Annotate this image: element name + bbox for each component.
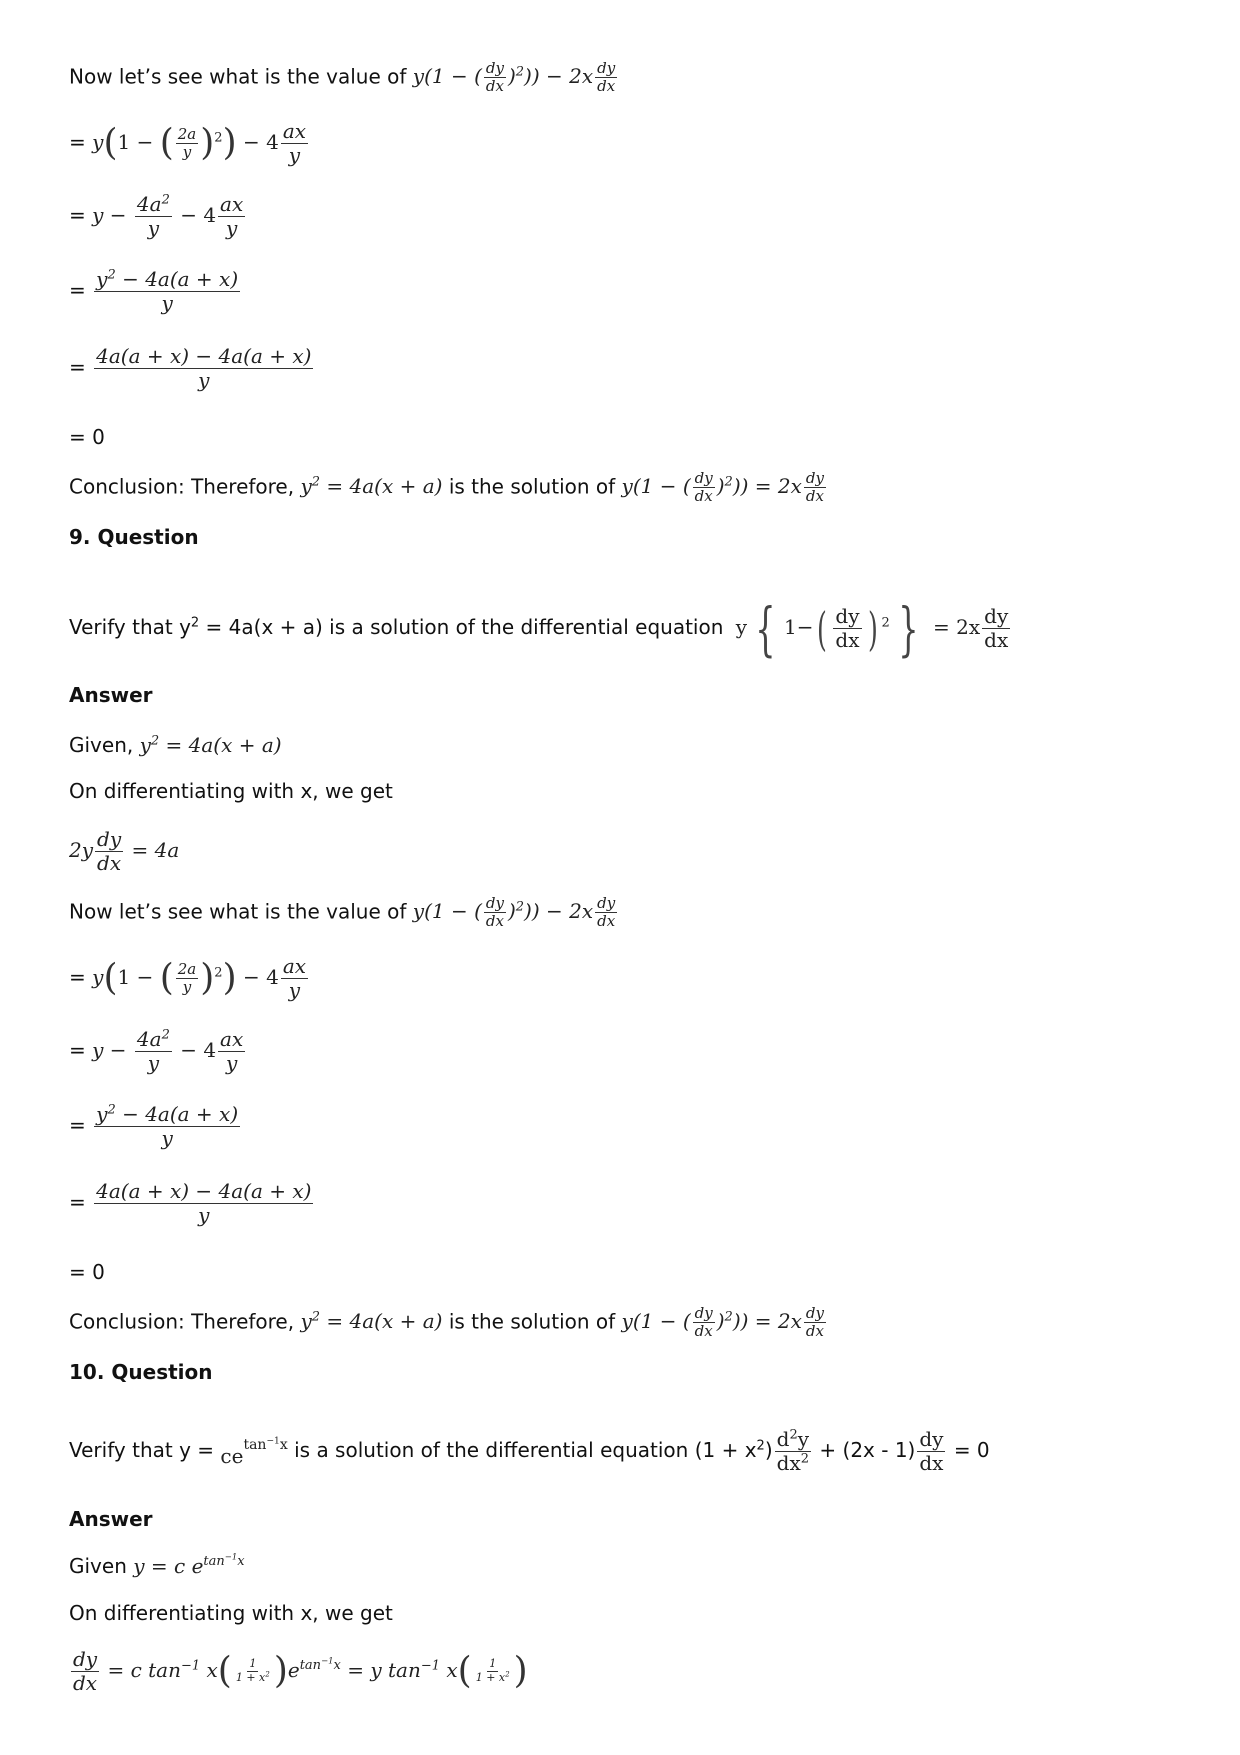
intro-line-2: Now let’s see what is the value of y(1 − ( $\frac{dy}{dx}$ )$^2$)) − 2x $\frac{dy}{dx}$ xyxy=(69,894,616,931)
q10-heading: 10. Question xyxy=(69,1360,213,1384)
conclusion-line-1: Conclusion: Therefore, $y^2 = 4a(x + a)$ is the solution of y(1 − ( $\frac{dy}{dx}$ )$^2$)) = 2x $\frac{dy}{dx}$ xyxy=(69,469,824,506)
q9-step-1: = y(1 − ( $\frac{2a}{y}$ )$^2$) − 4 $\frac{ax}{y}$ xyxy=(69,954,307,1002)
conclusion-text: Conclusion: Therefore, xyxy=(69,474,295,499)
step-3: = $\frac{y^2 - 4a(a + x)}{y}$ xyxy=(69,267,239,315)
expression: y(1 − ( $\frac{dy}{dx}$ )$^2$)) − 2x $\frac{dy}{dx}$ xyxy=(412,59,616,96)
q9-verify-line: Verify that $y^2 = 4a(x + a)$ is a solution of the differential equation y { 1−( $\frac{dy}{dx}$ ) $^2$ } = 2x $\frac{dy}{dx}$ xyxy=(69,594,1009,663)
q10-verify-line: Verify that $y = ce^{tan^{-1}x}$ is a solution of the differential equation $(1 + x^2)$ $\frac{d^2y}{dx^2}$ + (2x - 1) $\frac{dy}{dx}$ = 0 xyxy=(69,1427,990,1475)
step-final: = 0 xyxy=(69,425,105,449)
q10-diff-text: On differentiating with x, we get xyxy=(69,1601,393,1625)
step-1: = y(1 − ( $\frac{2a}{y}$ )$^2$) − 4 $\frac{ax}{y}$ xyxy=(69,119,307,167)
intro-line-1 xyxy=(69,60,619,96)
step-4: = $\frac{4a(a + x) - 4a(a + x)}{y}$ xyxy=(69,344,312,392)
q10-derivative: $\frac{dy}{dx}$ = c $\tan^{-1} x$( $\frac{1}{1 + x^2}$ )$e^{tan^{-1}x} = y$ $\tan^{-1} x$( $\frac{1}{1 + x^2}$ ) xyxy=(73,1647,528,1695)
q9-given-line: Given, $y^2 = 4a(x + a)$ xyxy=(69,733,282,757)
q9-step-4: = $\frac{4a(a + x) - 4a(a + x)}{y}$ xyxy=(69,1179,312,1227)
step-2: = y − $\frac{4a^2}{y}$ − 4 $\frac{ax}{y}$ xyxy=(69,192,244,240)
conclusion-mid: is the solution of xyxy=(448,474,616,499)
q10-answer-label: Answer xyxy=(69,1507,153,1531)
q9-step-2: = y − $\frac{4a^2}{y}$ − 4 $\frac{ax}{y}$ xyxy=(69,1027,244,1075)
q9-step-3: = $\frac{y^2 - 4a(a + x)}{y}$ xyxy=(69,1102,239,1150)
q9-step-final: = 0 xyxy=(69,1260,105,1284)
q10-given-line: Given y = c $e^{tan^{-1}x}$ xyxy=(69,1552,245,1578)
intro-text: Now let’s see what is the value of xyxy=(69,64,407,89)
q9-derivative: 2y $\frac{dy}{dx}$ = 4a xyxy=(69,827,180,875)
conclusion-line-2: Conclusion: Therefore, $y^2 = 4a(x + a)$ is the solution of y(1 − ( $\frac{dy}{dx}$ )$^2$)) = 2x $\frac{dy}{dx}$ xyxy=(69,1304,824,1341)
q9-answer-label: Answer xyxy=(69,683,153,707)
q9-heading: 9. Question xyxy=(69,525,199,549)
q9-diff-text: On differentiating with x, we get xyxy=(69,779,393,803)
